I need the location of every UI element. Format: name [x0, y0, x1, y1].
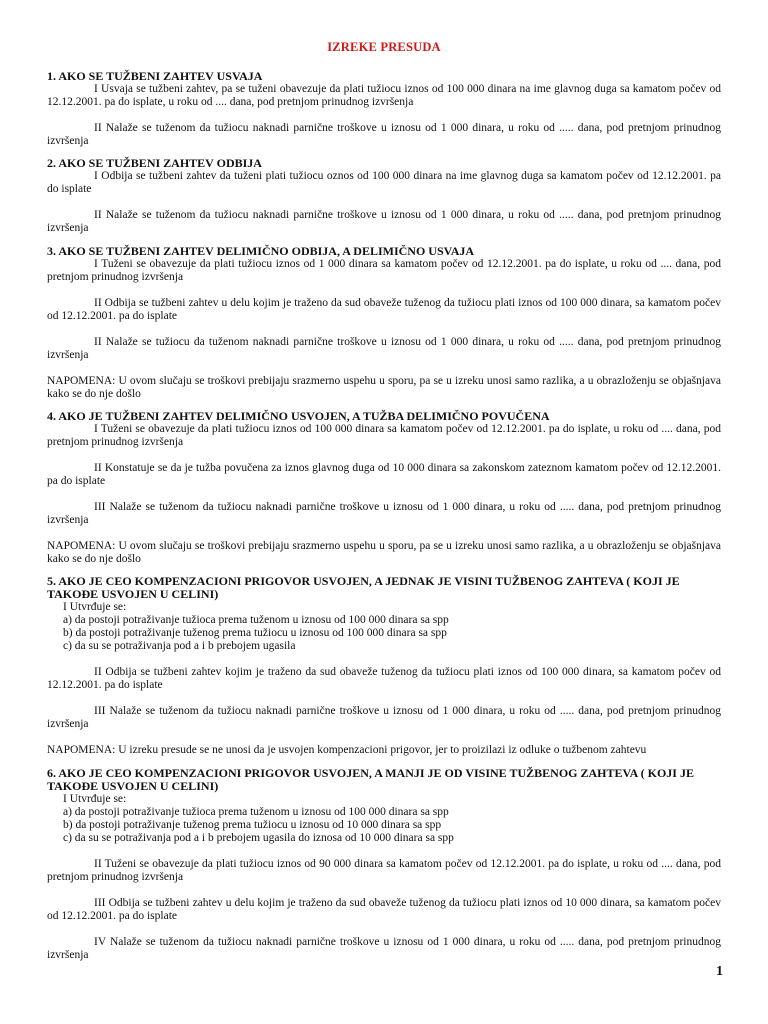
- list-item: c) da su se potraživanja pod a i b prebojem ugasila do iznosa od 10 000 dinara sa spp: [63, 832, 454, 844]
- section-5: [47, 575, 721, 757]
- note-paragraph: NAPOMENA: U ovom slučaju se troškovi prebijaju srazmerno uspehu u sporu, pa se u izreku unosi samo razlika, a u obrazloženju se objašnjava kako se do nje došlo: [47, 375, 721, 400]
- paragraph: I Tuženi se obavezuje da plati tužiocu iznos od 1 000 dinara sa kamatom počev od 12.12.2001. pa do isplate, u roku od .... dana, pod pretnjom prinudnog izvršenja: [47, 258, 721, 283]
- paragraph: II Nalaže se tuženom da tužiocu naknadi parnične troškove u iznosu od 1 000 dinara, u roku od ..... dana, pod pretnjom prinudnog izvršenja: [47, 209, 721, 234]
- section-2: [47, 157, 721, 235]
- section-6: [47, 767, 721, 962]
- paragraph: II Konstatuje se da je tužba povučena za iznos glavnog duga od 10 000 dinara sa zakonskom zateznom kamatom počev od 12.12.2001. pa do isplate: [47, 462, 721, 487]
- paragraph: II Nalaže se tužiocu da tuženom naknadi parnične troškove u iznosu od 1 000 dinara, u roku od ..... dana, pod pretnjom prinudnog izvršenja: [47, 336, 721, 361]
- section-heading: 4. AKO JE TUŽBENI ZAHTEV DELIMIČNO USVOJEN, A TUŽBA DELIMIČNO POVUČENA: [47, 409, 550, 423]
- list-item: a) da postoji potraživanje tužioca prema tuženom u iznosu od 100 000 dinara sa spp: [63, 806, 449, 818]
- paragraph: II Nalaže se tuženom da tužiocu naknadi parnične troškove u iznosu od 1 000 dinara, u roku od ..... dana, pod pretnjom prinudnog izvršenja: [47, 122, 721, 147]
- paragraph: I Tuženi se obavezuje da plati tužiocu iznos od 100 000 dinara sa kamatom počev od 12.12.2001. pa do isplate, u roku od .... dana, pod pretnjom prinudnog izvršenja: [47, 423, 721, 448]
- paragraph: III Nalaže se tuženom da tužiocu naknadi parnične troškove u iznosu od 1 000 dinara, u roku od ..... dana, pod pretnjom prinudnog izvršenja: [47, 501, 721, 526]
- section-heading: 6. AKO JE CEO KOMPENZACIONI PRIGOVOR USVOJEN, A MANJI JE OD VISINE TUŽBENOG ZAHTEVA ( KOJI JE TAKOĐE USVOJEN U CELINI): [47, 766, 694, 793]
- list-item: b) da postoji potraživanje tuženog prema tužiocu u iznosu od 10 000 dinara sa spp: [63, 819, 442, 831]
- section-1: [47, 70, 721, 148]
- note-paragraph: NAPOMENA: U ovom slučaju se troškovi prebijaju srazmerno uspehu u sporu, pa se u izreku unosi samo razlika, a u obrazloženju se objašnjava kako se do nje došlo: [47, 540, 721, 565]
- paragraph: I Utvrđuje se:: [63, 601, 127, 613]
- page-number: 1: [716, 964, 723, 979]
- paragraph: III Nalaže se tuženom da tužiocu naknadi parnične troškove u iznosu od 1 000 dinara, u roku od ..... dana, pod pretnjom prinudnog izvršenja: [47, 705, 721, 730]
- section-heading: 3. AKO SE TUŽBENI ZAHTEV DELIMIČNO ODBIJA, A DELIMIČNO USVAJA: [47, 244, 475, 258]
- paragraph: III Odbija se tužbeni zahtev u delu kojim je traženo da sud obaveže tuženog da tužiocu plati iznos od 10 000 dinara, sa kamatom počev od 12.12.2001. pa do isplate: [47, 897, 721, 922]
- section-heading: 1. AKO SE TUŽBENI ZAHTEV USVAJA: [47, 69, 263, 83]
- paragraph: I Usvaja se tužbeni zahtev, pa se tuženi obavezuje da plati tužiocu iznos od 100 000 dinara na ime glavnog duga sa kamatom počev od 12.12.2001. pa do isplate, u roku od .... dana, pod pretnjom prinudnog izvršenja: [47, 83, 721, 108]
- section-3: [47, 245, 721, 401]
- document-title: IZREKE PRESUDA: [327, 40, 441, 54]
- paragraph: II Tuženi se obavezuje da plati tužiocu iznos od 90 000 dinara sa kamatom počev od 12.12.2001. pa do isplate, u roku od .... dana, pod pretnjom prinudnog izvršenja: [47, 858, 721, 883]
- list-item: a) da postoji potraživanje tužioca prema tuženom u iznosu od 100 000 dinara sa spp: [63, 614, 449, 626]
- section-heading: 5. AKO JE CEO KOMPENZACIONI PRIGOVOR USVOJEN, A JEDNAK JE VISINI TUŽBENOG ZAHTEVA ( KOJI JE TAKOĐE USVOJEN U CELINI): [47, 574, 680, 601]
- paragraph: II Odbija se tužbeni zahtev u delu kojim je traženo da sud obaveže tuženog da tužiocu plati iznos od 100 000 dinara, sa kamatom počev od 12.12.2001. pa do isplate: [47, 297, 721, 322]
- paragraph: IV Nalaže se tuženom da tužiocu naknadi parnične troškove u iznosu od 1 000 dinara, u roku od ..... dana, pod pretnjom prinudnog izvršenja: [47, 936, 721, 961]
- paragraph: II Odbija se tužbeni zahtev kojim je traženo da sud obaveže tuženog da tužiocu plati iznos od 100 000 dinara, sa kamatom počev od 12.12.2001. pa do isplate: [47, 666, 721, 691]
- list-item: b) da postoji potraživanje tuženog prema tužiocu u iznosu od 100 000 dinara sa spp: [63, 627, 447, 639]
- list-item: c) da su se potraživanja pod a i b prebojem ugasila: [63, 640, 296, 652]
- paragraph: I Odbija se tužbeni zahtev da tuženi plati tužiocu oznos od 100 000 dinara na ime glavnog duga sa kamatom počev od 12.12.2001. pa do isplate: [47, 170, 721, 195]
- note-paragraph: NAPOMENA: U izreku presude se ne unosi da je usvojen kompenzacioni prigovor, jer to proizilazi iz odluke o tužbenom zahtevu: [47, 744, 647, 756]
- paragraph: I Utvrđuje se:: [63, 793, 127, 805]
- section-4: [47, 410, 721, 566]
- section-heading: 2. AKO SE TUŽBENI ZAHTEV ODBIJA: [47, 156, 262, 170]
